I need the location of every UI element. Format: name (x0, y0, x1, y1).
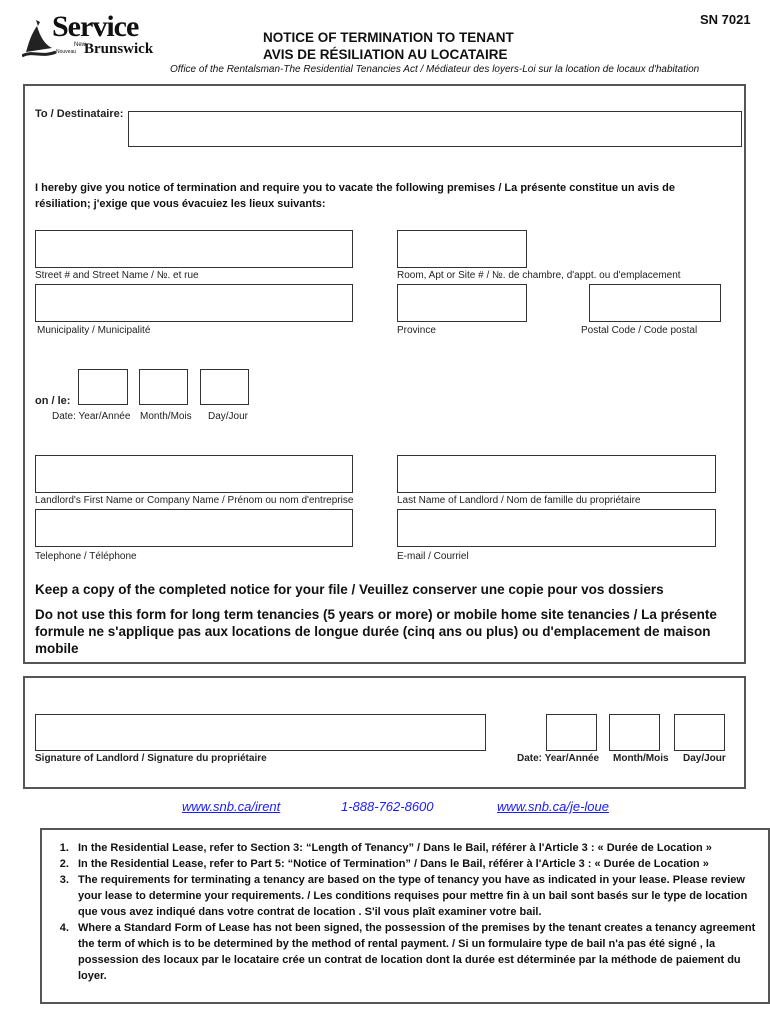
service-nb-logo: Service New Nouveau Brunswick (22, 14, 162, 60)
notice-section (23, 84, 746, 664)
to-label: To / Destinataire: (35, 108, 124, 120)
phone-number: 1-888-762-8600 (341, 799, 434, 814)
email-field[interactable] (397, 509, 716, 547)
subtitle: Office of the Rentalsman-The Residential Tenancies Act / Médiateur des loyers-Loi sur la location de locaux d'habitation (170, 64, 700, 75)
date-month-field[interactable] (139, 369, 188, 405)
on-label: on / le: (35, 395, 71, 407)
municipality-label: Municipality / Municipalité (37, 325, 151, 336)
street-label: Street # and Street Name / №. et rue (35, 270, 199, 281)
room-label: Room, Apt or Site # / №. de chambre, d'appt. ou d'emplacement (397, 270, 681, 281)
sign-date-day-label: Day/Jour (683, 753, 726, 764)
do-not-use-notice: Do not use this form for long term tenancies (5 years or more) or mobile home site tenancies / La présente formule ne s'applique pas aux locations de longue durée (cinq ans ou plus) ou d'emplacement de maison mobile (35, 607, 717, 656)
notes-section (40, 828, 770, 1004)
form-number: SN 7021 (700, 12, 751, 27)
postal-label: Postal Code / Code postal (581, 325, 698, 336)
title-en: NOTICE OF TERMINATION TO TENANT (263, 30, 514, 45)
signature-field[interactable] (35, 714, 486, 751)
title-fr: AVIS DE RÉSILIATION AU LOCATAIRE (263, 47, 508, 62)
province-field[interactable] (397, 284, 527, 322)
date-day-field[interactable] (200, 369, 249, 405)
note-item: 1. In the Residential Lease, refer to Section 3: “Length of Tenancy” / Dans le Bail, référer à l'Article 3 : « Durée de Location » (72, 840, 768, 856)
to-field[interactable] (128, 111, 742, 147)
irent-link[interactable]: www.snb.ca/irent (182, 799, 281, 814)
keep-copy-notice: Keep a copy of the completed notice for your file / Veuillez conserver une copie pour vos dossiers (35, 582, 664, 597)
landlord-last-name-label: Last Name of Landlord / Nom de famille du propriétaire (397, 495, 641, 506)
municipality-field[interactable] (35, 284, 353, 322)
telephone-label: Telephone / Téléphone (35, 551, 137, 562)
date-year-field[interactable] (78, 369, 128, 405)
je-loue-link[interactable]: www.snb.ca/je-loue (497, 799, 609, 814)
note-item: 2. In the Residential Lease, refer to Part 5: “Notice of Termination” / Dans le Bail, référer à l'Article 3 : « Durée de Location » (72, 856, 768, 872)
signature-label: Signature of Landlord / Signature du propriétaire (35, 753, 267, 764)
email-label: E-mail / Courriel (397, 551, 469, 562)
street-field[interactable] (35, 230, 353, 268)
postal-code-field[interactable] (589, 284, 721, 322)
date-month-label: Month/Mois (140, 411, 192, 422)
province-label: Province (397, 325, 436, 336)
sign-date-year-field[interactable] (546, 714, 597, 751)
room-field[interactable] (397, 230, 527, 268)
telephone-field[interactable] (35, 509, 353, 547)
landlord-first-name-label: Landlord's First Name or Company Name / Prénom ou nom d'entreprise (35, 495, 354, 506)
date-year-label: Date: Year/Année (52, 411, 131, 422)
note-item: 3. The requirements for terminating a tenancy are based on the type of tenancy you have as indicated in your lease. Please review your lease to determine your requirements. / Les conditions requises pour mettre fin à un bail sont basés sur le type de location que vous avez indiqué dans votre contrat de location . S'il vous plaît examiner votre bail. (72, 872, 768, 920)
notice-text: I hereby give you notice of termination and require you to vacate the following premises / La présente constitue un avis de résiliation; j'exige que vous évacuiez les lieux suivants: (35, 182, 675, 210)
sign-date-year-label: Date: Year/Année (517, 753, 600, 764)
sign-date-month-label: Month/Mois (613, 753, 669, 764)
landlord-first-name-field[interactable] (35, 455, 353, 493)
notes-list (42, 840, 768, 984)
sign-date-day-field[interactable] (674, 714, 725, 751)
landlord-last-name-field[interactable] (397, 455, 716, 493)
date-day-label: Day/Jour (208, 411, 249, 422)
note-item: 4. Where a Standard Form of Lease has not been signed, the possession of the premises by the tenant creates a tenancy agreement the term of which is to be determined by the method of rental payment. / Si un formulaire type de bail n'a pas été signé , la possession des locaux par le locataire crée un contrat de location dont la durée est déterminée par la méthode de paiement du loyer. (72, 920, 768, 984)
sign-date-month-field[interactable] (609, 714, 660, 751)
